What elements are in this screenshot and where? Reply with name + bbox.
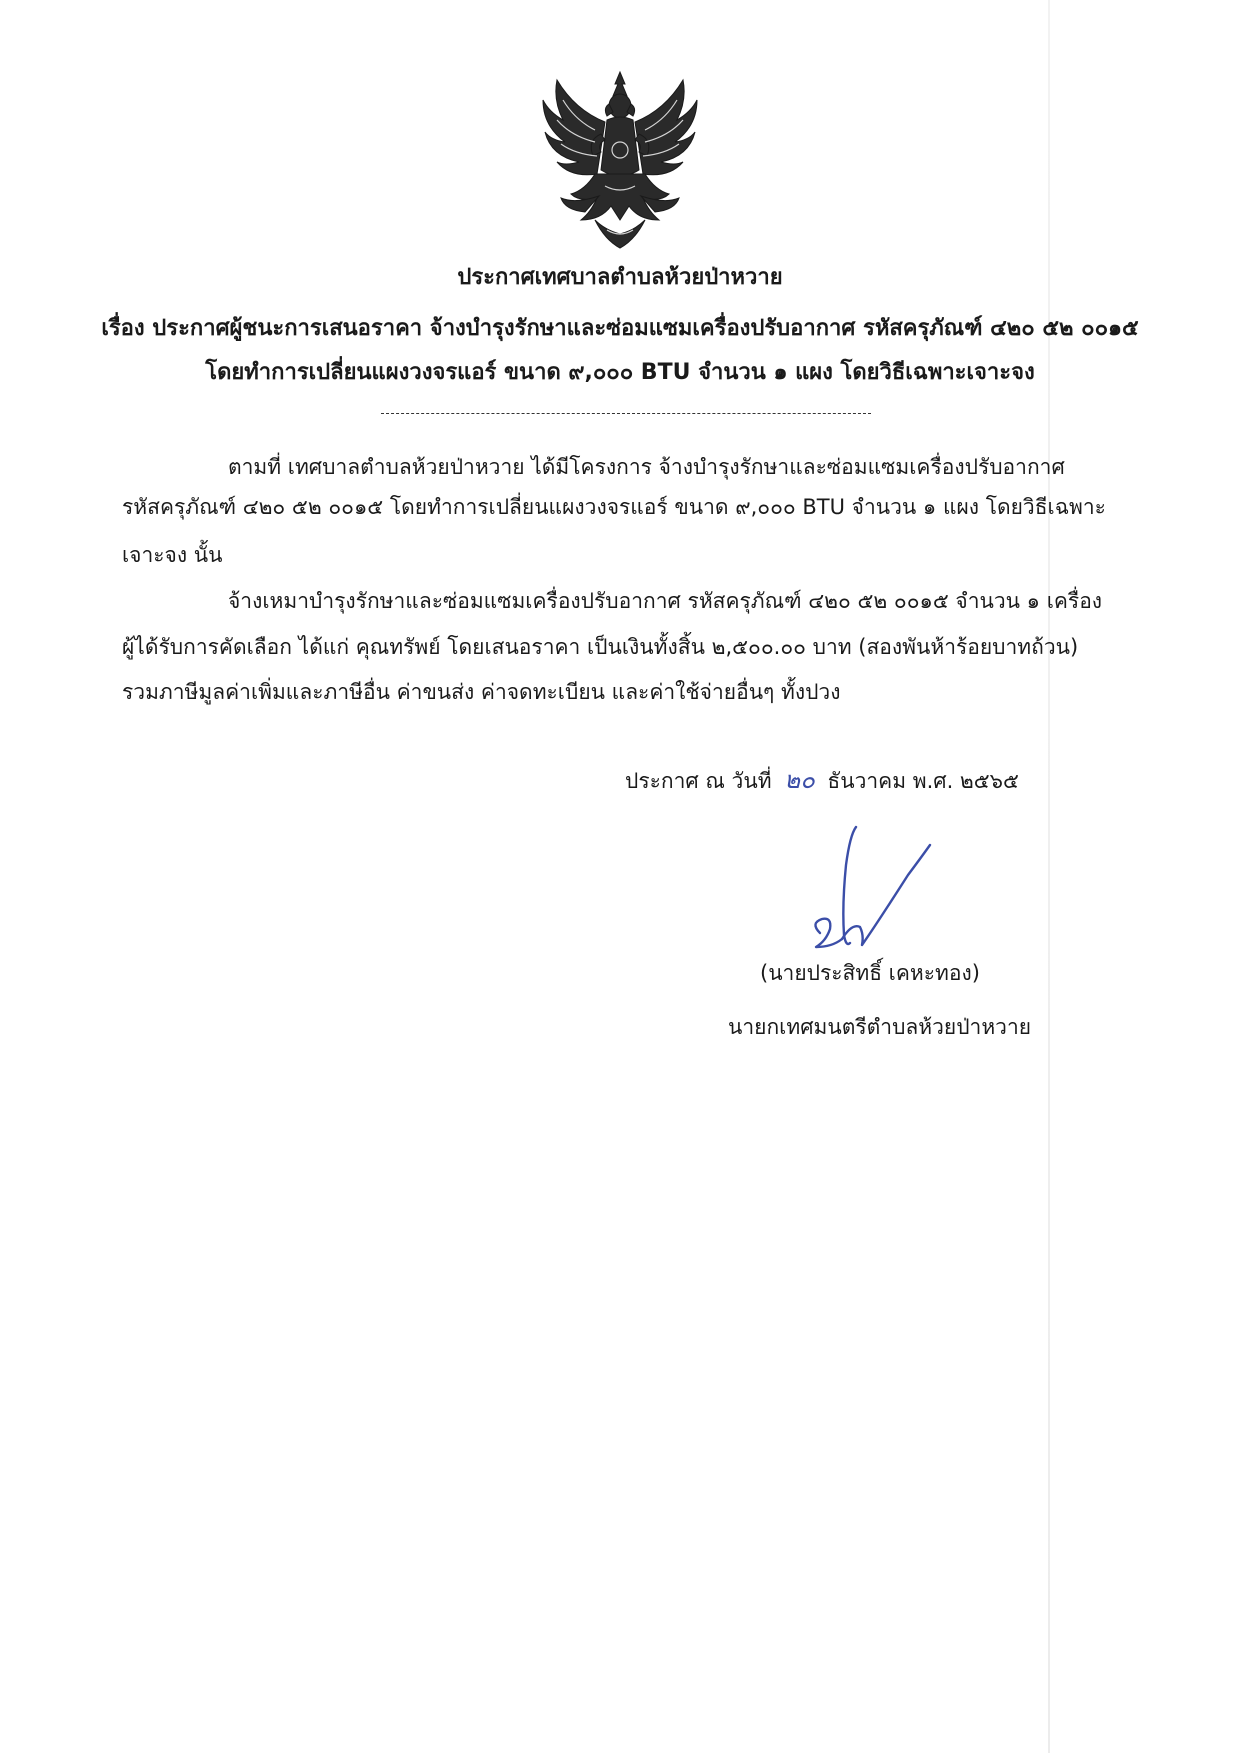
date-month-year: ธันวาคม พ.ศ. ๒๕๖๕: [827, 769, 1019, 793]
paragraph2-line1: จ้างเหมาบำรุงรักษาและซ่อมแซมเครื่องปรับอากาศ รหัสครุภัณฑ์ ๔๒๐ ๕๒ ๐๐๑๕ จำนวน ๑ เครื่อง: [228, 589, 1103, 613]
garuda-emblem-icon: [535, 70, 705, 252]
handwritten-signature: [780, 815, 940, 965]
date-day-handwritten: ๒๐: [784, 766, 815, 794]
signatory-name: (นายประสิทธิ์ เคหะทอง): [760, 961, 980, 985]
date-prefix: ประกาศ ณ วันที่: [625, 769, 772, 793]
paragraph1-line1: ตามที่ เทศบาลตำบลห้วยป่าหวาย ได้มีโครงการ จ้างบำรุงรักษาและซ่อมแซมเครื่องปรับอากาศ: [228, 455, 1065, 479]
announcement-organization: ประกาศเทศบาลตำบลห้วยป่าหวาย: [457, 265, 783, 290]
signatory-title: นายกเทศมนตรีตำบลห้วยป่าหวาย: [728, 1015, 1032, 1039]
paragraph2-line3: รวมภาษีมูลค่าเพิ่มและภาษีอื่น ค่าขนส่ง ค่าจดทะเบียน และค่าใช้จ่ายอื่นๆ ทั้งปวง: [122, 680, 841, 704]
announcement-subject-line1: เรื่อง ประกาศผู้ชนะการเสนอราคา จ้างบำรุงรักษาและซ่อมแซมเครื่องปรับอากาศ รหัสครุภัณฑ์ ๔๒๐ ๕๒ ๐๐๑๕: [101, 316, 1139, 341]
announcement-date: [625, 765, 1019, 796]
announcement-subject-line2: โดยทำการเปลี่ยนแผงวงจรแอร์ ขนาด ๙,๐๐๐ BTU จำนวน ๑ แผง โดยวิธีเฉพาะเจาะจง: [205, 360, 1035, 385]
paragraph1-line3: เจาะจง นั้น: [122, 543, 223, 567]
header-divider: [381, 413, 871, 414]
paragraph2-line2: ผู้ได้รับการคัดเลือก ได้แก่ คุณทรัพย์ โดยเสนอราคา เป็นเงินทั้งสิ้น ๒,๕๐๐.๐๐ บาท (สองพันห้าร้อยบาทถ้วน): [122, 635, 1079, 659]
paragraph1-line2: รหัสครุภัณฑ์ ๔๒๐ ๕๒ ๐๐๑๕ โดยทำการเปลี่ยนแผงวงจรแอร์ ขนาด ๙,๐๐๐ BTU จำนวน ๑ แผง โดยวิธีเฉพาะ: [122, 495, 1106, 519]
